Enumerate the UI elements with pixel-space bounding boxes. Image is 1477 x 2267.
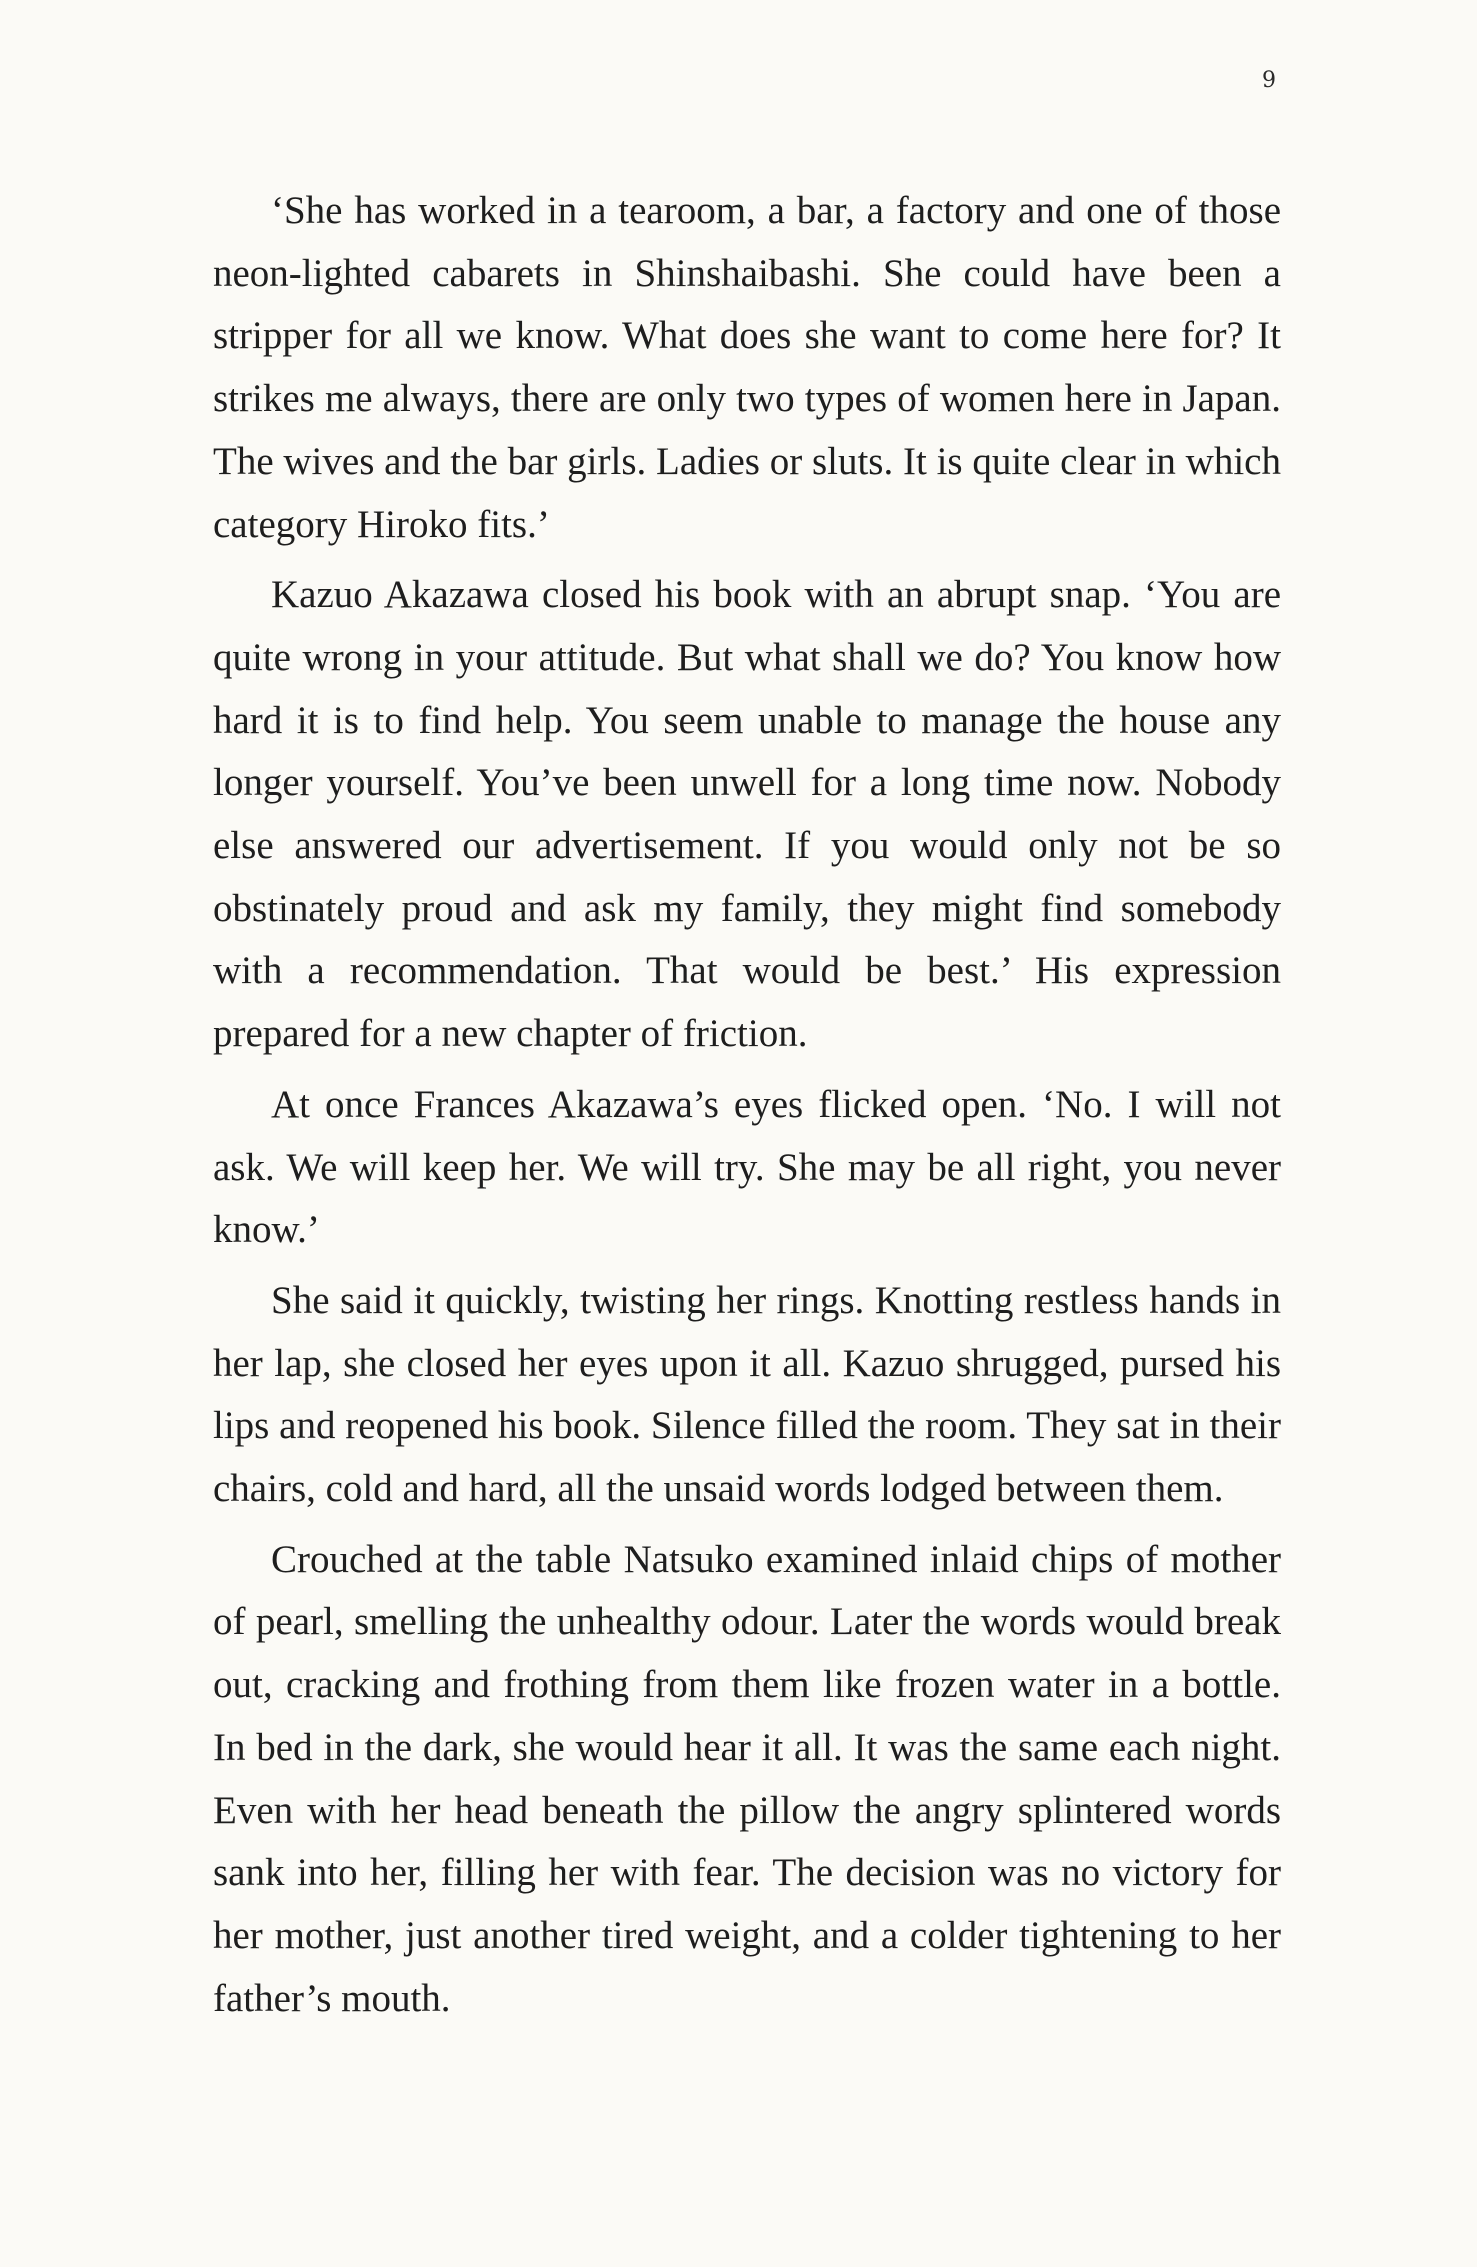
paragraph-2: Kazuo Akazawa closed his book with an abrupt snap. ‘You are quite wrong in your attitude. But what shall we do? You know how hard it is to find help. You seem unable to manage the house any longer yourself. You’ve been unwell for a long time now. Nobody else answered our advertisement. If you would only not be so obstinately proud and ask my family, they might find somebody with a recommendation. That would be best.’ His expression prepared for a new chapter of friction. xyxy=(213,573,1281,1056)
body-text xyxy=(213,180,1281,2038)
paragraph-5: Crouched at the table Natsuko examined inlaid chips of mother of pearl, smelling the unhealthy odour. Later the words would break out, cracking and frothing from them like frozen water in a bottle. In bed in the dark, she would hear it all. It was the same each night. Even with her head beneath the pillow the angry splintered words sank into her, filling her with fear. The decision was no victory for her mother, just another tired weight, and a colder tightening to her father’s mouth. xyxy=(213,1537,1281,2020)
paragraph-4: She said it quickly, twisting her rings. Knotting restless hands in her lap, she closed her eyes upon it all. Kazuo shrugged, pursed his lips and reopened his book. Silence filled the room. They sat in their chairs, cold and hard, all the unsaid words lodged between them. xyxy=(213,1278,1281,1511)
paragraph-3: At once Frances Akazawa’s eyes flicked open. ‘No. I will not ask. We will keep her. We will try. She may be all right, you never know.’ xyxy=(213,1082,1281,1252)
page-number: 9 xyxy=(1262,68,1276,93)
paragraph-1: ‘She has worked in a tearoom, a bar, a factory and one of those neon-lighted cabarets in Shinshaibashi. She could have been a stripper for all we know. What does she want to come here for? It strikes me always, there are only two types of women here in Japan. The wives and the bar girls. Ladies or sluts. It is quite clear in which category Hiroko fits.’ xyxy=(213,189,1281,546)
